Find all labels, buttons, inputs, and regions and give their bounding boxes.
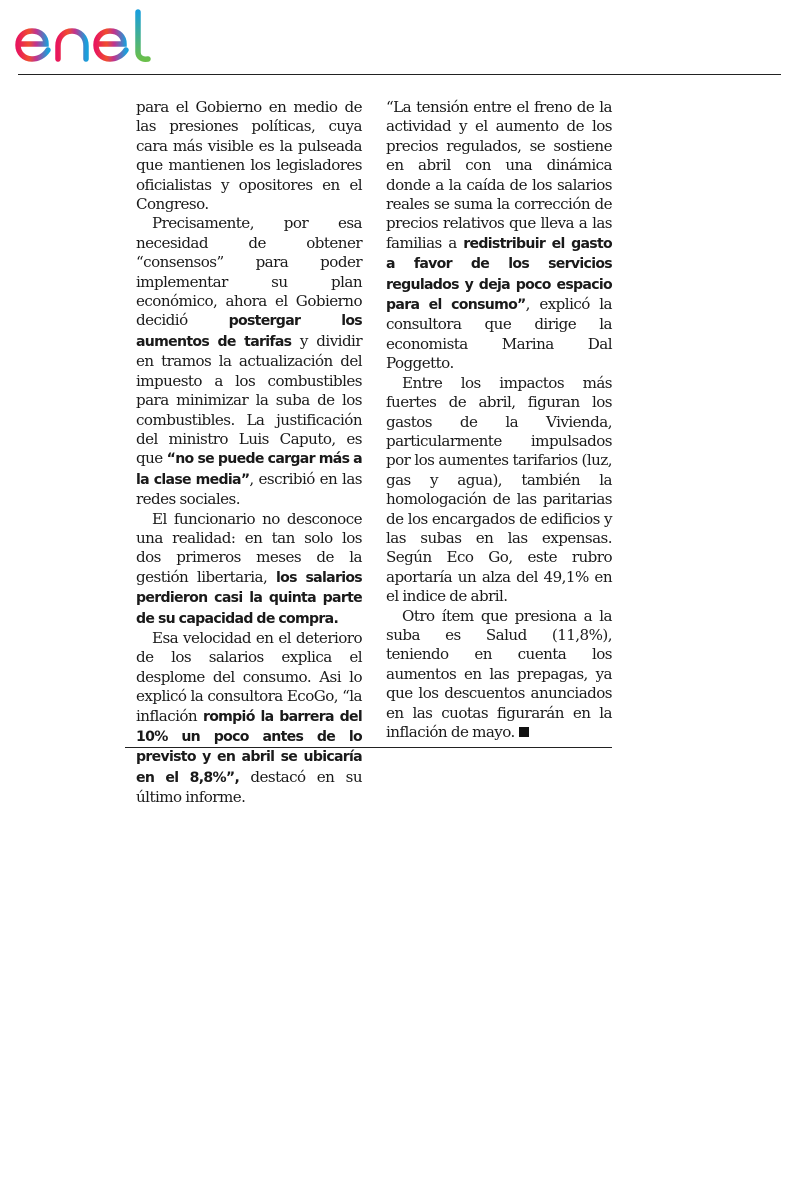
text-segment: El funcionario no desconoce una realidad: en tan solo los dos primeros meses de la gestión libertaria, <box>136 509 362 586</box>
end-of-article-mark <box>519 727 529 737</box>
article-paragraph <box>136 98 362 214</box>
text-segment: , explicó la consultora que dirige la economista Marina Dal Poggetto. <box>386 295 612 373</box>
text-segment: “La tensión entre el freno de la actividad y el aumento de los precios regulados, se sostiene en abril con una dinámica donde a la caída de los salarios reales se suma la corrección de precios relativos que lleva a las familias a <box>386 98 612 252</box>
article-paragraph <box>136 510 362 629</box>
text-segment: Esa velocidad en el deterioro de los salarios explica el desplome del consumo. Asi lo explicó la consultora EcoGo, “la inflación <box>136 628 362 725</box>
footer-divider <box>125 747 612 748</box>
article-left-column <box>136 98 362 808</box>
text-segment: para el Gobierno en medio de las presiones políticas, cuya cara más visible es la pulseada que mantienen los legisladores oficialistas y opositores en el Congreso. <box>136 98 362 214</box>
bold-highlight: los salarios perdieron casi la quinta parte de su capacidad de compra. <box>136 569 362 627</box>
article-paragraph <box>386 98 612 374</box>
bold-highlight: rompió la barrera del 10% un poco antes de lo previsto y en abril se ubicaría en el 8,8%”, <box>136 708 363 786</box>
enel-logo <box>14 6 184 70</box>
text-segment: Otro ítem que presiona a la suba es Salud (11,8%), teniendo en cuenta los aumentos en las prepagas, ya que los descuentos anunciados en las cuotas figurarán en la inflación de mayo. <box>386 606 612 741</box>
text-segment: Precisamente, por esa necesidad de obtener “consensos” para poder implementar su plan económico, ahora el Gobierno decidió <box>136 214 362 330</box>
header-divider <box>18 74 781 75</box>
article-paragraph <box>136 214 362 509</box>
article-right-column <box>386 98 612 742</box>
bold-highlight: “no se puede cargar más a la clase media” <box>136 451 362 488</box>
bold-highlight: redistribuir el gasto a favor de los servicios regulados y deja poco espacio para el consumo” <box>386 235 613 314</box>
text-segment: Entre los impactos más fuertes de abril, figuran los gastos de la Vivienda, particularmente impulsados por los aumentes tarifarios (luz, gas y agua), también la homologación de las paritarias de los encargados de edificios y las subas en las expensas. Según Eco Go, este rubro aportaría un alza del 49,1% en el indice de abril. <box>386 373 612 606</box>
article-paragraph <box>386 607 612 743</box>
text-segment: destacó en su último informe. <box>136 767 362 807</box>
enel-logo-mark <box>14 6 184 70</box>
article-paragraph <box>386 374 612 607</box>
bold-highlight: postergar los aumentos de tarifas <box>136 313 362 350</box>
article-paragraph <box>136 629 362 808</box>
text-segment: y dividir en tramos la actualización del impuesto a los combustibles para minimizar la suba de los combustibles. La justificación del ministro Luis Caputo, es que <box>136 331 362 468</box>
text-segment: , escribió en las redes sociales. <box>136 469 362 509</box>
